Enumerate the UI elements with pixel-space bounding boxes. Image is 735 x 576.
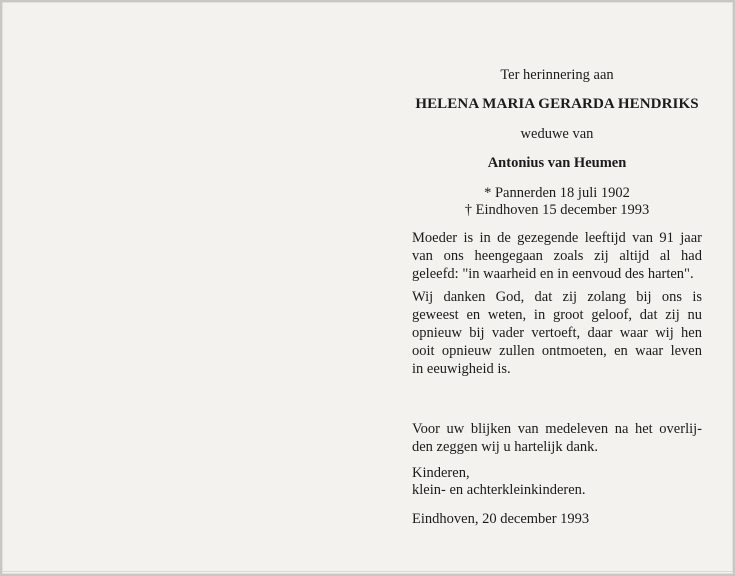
paragraph-line: Wij danken God, dat zij zolang bij ons is — [412, 289, 702, 305]
paragraph-line: ooit opnieuw zullen ontmoeten, en waar leven — [412, 343, 702, 359]
paragraph-line: geweest en weten, in groot geloof, dat zij nu — [412, 307, 702, 323]
paragraph-line: den zeggen wij u hartelijk dank. — [412, 439, 599, 455]
birth-line: * Pannerden 18 juli 1902 — [484, 185, 630, 201]
family-line-grandchildren: klein- en achterkleinkinderen. — [412, 482, 586, 498]
paragraph-remembrance — [412, 229, 702, 283]
paragraph-line: in eeuwigheid is. — [412, 361, 511, 377]
card-fold-line — [2, 571, 733, 572]
death-line: † Eindhoven 15 december 1993 — [464, 202, 650, 218]
deceased-name: HELENA MARIA GERARDA HENDRIKS — [415, 96, 699, 112]
paragraph-line: van ons heengegaan zoals zij altijd al had — [412, 248, 702, 264]
relation-text: weduwe van — [520, 126, 594, 142]
paragraph-line: geleefd: "in waarheid en in eenvoud des harten". — [412, 266, 694, 282]
paragraph-thanks — [412, 420, 702, 456]
paragraph-line: opnieuw bij vader vertoeft, daar waar wij hen — [412, 325, 702, 341]
spouse-name: Antonius van Heumen — [487, 155, 627, 171]
memorial-card — [2, 2, 733, 574]
paragraph-line: Voor uw blijken van medeleven na het overlij- — [412, 421, 702, 437]
place-date: Eindhoven, 20 december 1993 — [412, 511, 590, 527]
paragraph-line: Moeder is in de gezegende leeftijd van 91 jaar — [412, 230, 702, 246]
intro-text: Ter herinnering aan — [500, 67, 614, 83]
family-line-children: Kinderen, — [412, 465, 470, 481]
paragraph-faith — [412, 288, 702, 378]
